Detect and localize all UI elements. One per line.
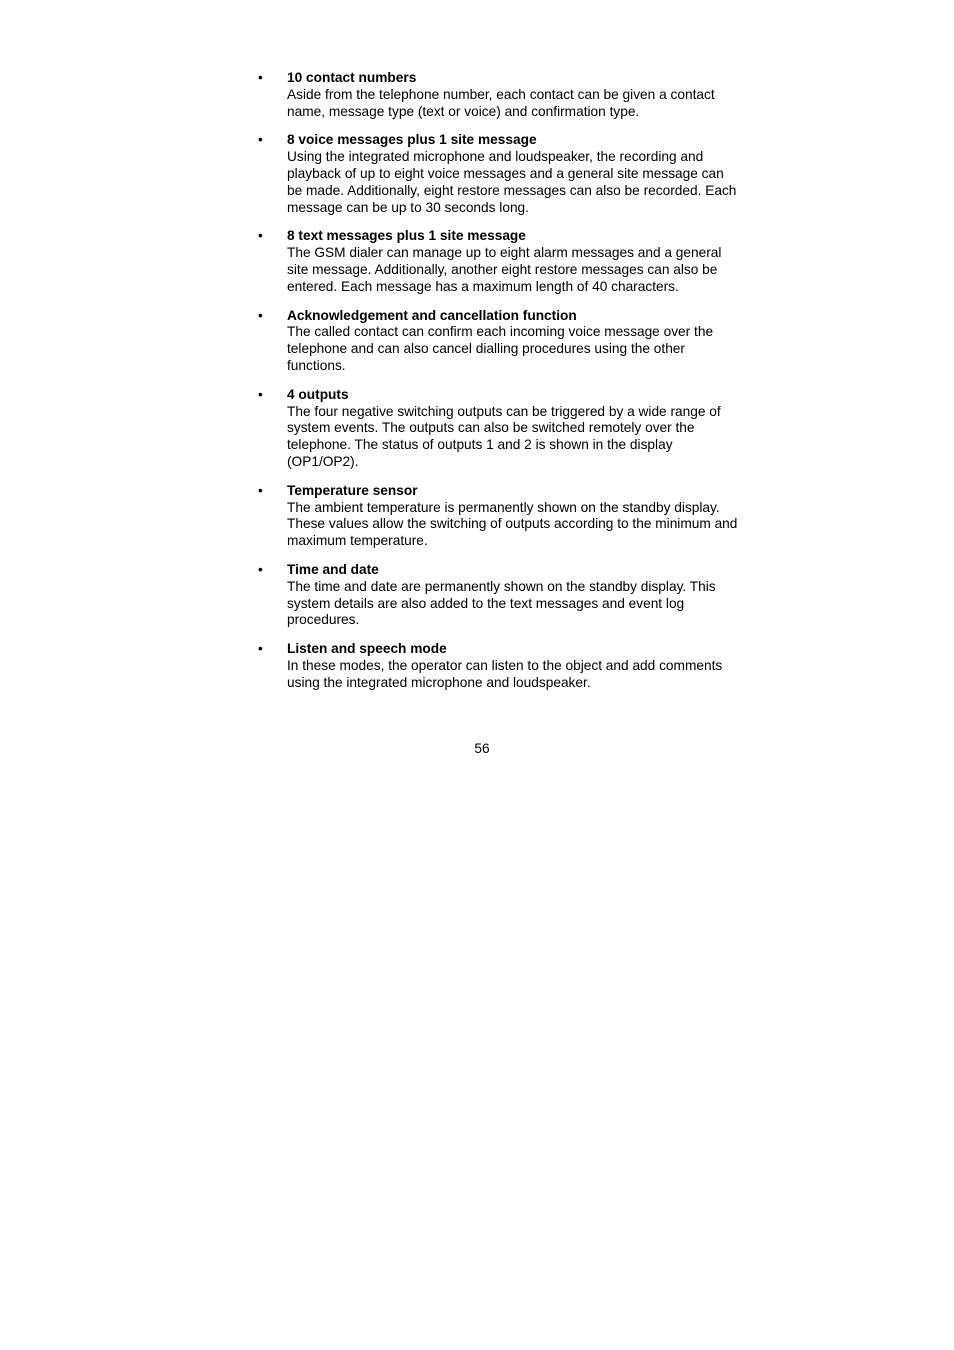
feature-title: 4 outputs — [287, 386, 349, 402]
feature-item — [258, 308, 738, 375]
feature-item — [258, 387, 738, 471]
feature-item — [258, 562, 738, 629]
feature-title: 10 contact numbers — [287, 70, 417, 85]
bullet-icon: • — [258, 228, 263, 244]
feature-item — [258, 483, 738, 550]
feature-title: 8 text messages plus 1 site message — [287, 228, 526, 244]
feature-item — [258, 70, 738, 120]
bullet-icon: • — [258, 70, 263, 85]
feature-description: The called contact can confirm each incoming voice message over the telephone and can also cancel dialling procedures using the other functions. — [287, 324, 714, 373]
bullet-icon: • — [258, 307, 263, 323]
feature-description: The GSM dialer can manage up to eight alarm messages and a general site message. Additionally, another eight restore messages can also be entered. Each message has a maximum length of 40 characters. — [287, 245, 722, 294]
feature-description: The four negative switching outputs can be triggered by a wide range of system events. The outputs can also be switched remotely over the telephone. The status of outputs 1 and 2 is shown in the display (OP1/OP2). — [287, 403, 721, 469]
feature-title: Time and date — [287, 561, 379, 577]
feature-description: Using the integrated microphone and loudspeaker, the recording and playback of up to eight voice messages and a general site message can be made. Additionally, eight restore messages can also be recorded. Each message can be up to 30 seconds long. — [287, 149, 737, 215]
bullet-icon: • — [258, 482, 263, 498]
feature-description: The time and date are permanently shown on the standby display. This system details are also added to the text messages and event log procedures. — [287, 578, 716, 628]
feature-list — [258, 70, 738, 704]
bullet-icon: • — [258, 386, 263, 402]
feature-item — [258, 228, 738, 295]
feature-title: 8 voice messages plus 1 site message — [287, 132, 537, 148]
feature-description: In these modes, the operator can listen to the object and add comments using the integrated microphone and loudspeaker. — [287, 657, 723, 690]
feature-title: Acknowledgement and cancellation function — [287, 307, 577, 323]
feature-title: Temperature sensor — [287, 482, 418, 498]
feature-description: Aside from the telephone number, each contact can be given a contact name, message type (text or voice) and confirmation type. — [287, 86, 715, 119]
feature-item — [258, 641, 738, 691]
bullet-icon: • — [258, 132, 263, 148]
page-number: 56 — [474, 741, 490, 756]
bullet-icon: • — [258, 561, 263, 577]
feature-item — [258, 132, 738, 216]
feature-title: Listen and speech mode — [287, 641, 447, 657]
feature-description: The ambient temperature is permanently shown on the standby display. These values allow the switching of outputs according to the minimum and maximum temperature. — [287, 499, 738, 549]
bullet-icon: • — [258, 641, 263, 657]
